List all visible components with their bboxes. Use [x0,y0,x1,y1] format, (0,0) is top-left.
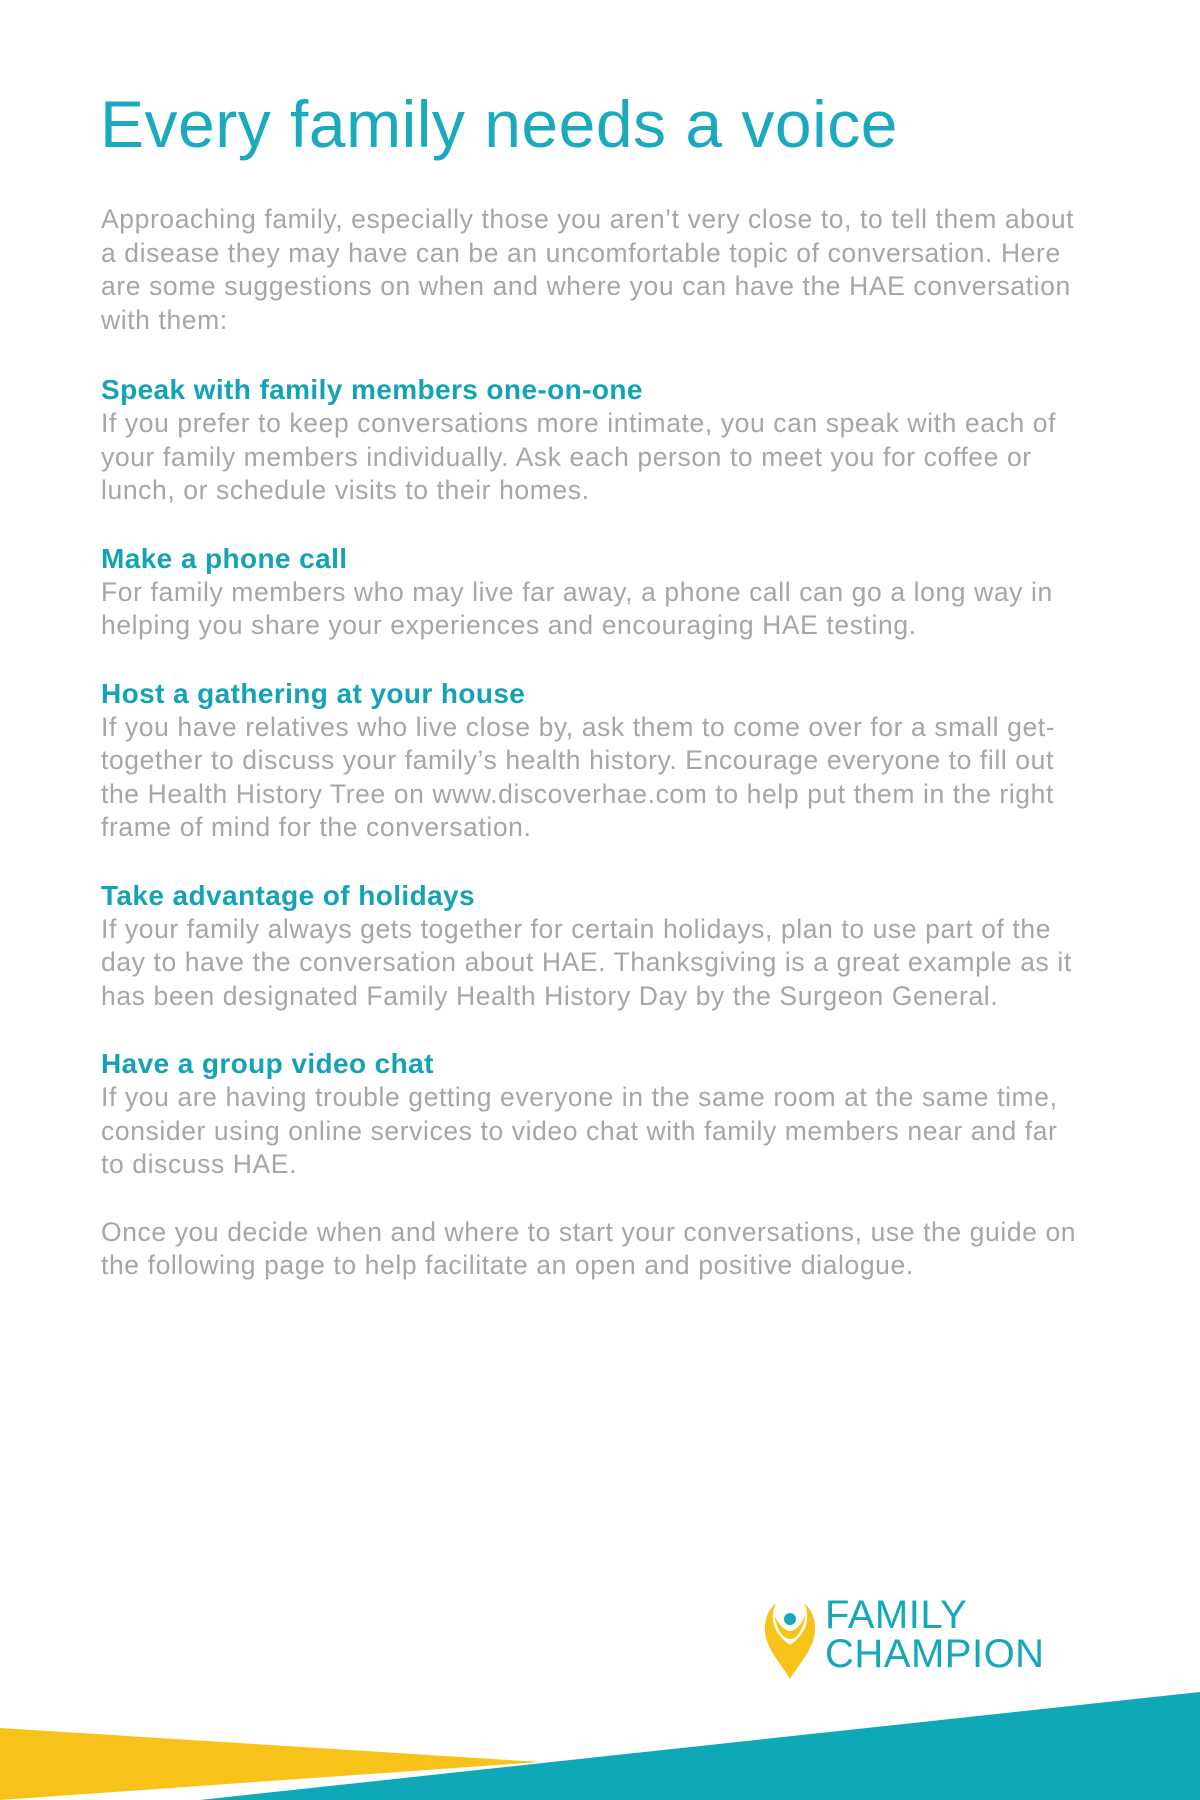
section-video-chat [101,1047,1081,1182]
section-heading: Speak with family members one-on-one [101,374,643,405]
closing-paragraph: Once you decide when and where to start your conversations, use the guide on the following page to help facilitate an open and positive dialogue. [101,1216,1077,1280]
content [101,203,1081,1283]
logo-line-champion: CHAMPION [825,1632,1045,1676]
decorative-footer-band [0,1680,1200,1800]
section-body: If you are having trouble getting everyone in the same room at the same time, consider using online services to video chat with family members near and far to discuss HAE. [101,1082,1058,1179]
section-body: For family members who may live far away, a phone call can go a long way in helping you share your experiences and encouraging HAE testing. [101,576,1053,640]
location-pin-person-icon [760,1593,820,1681]
section-body: If you prefer to keep conversations more intimate, you can speak with each of your family members individually. Ask each person to meet you for coffee or lunch, or schedule visits to their homes. [101,408,1057,505]
section-body: If you have relatives who live close by, ask them to come over for a small get-together to discuss your family’s health history. Encourage everyone to fill out the Health History Tree on www.discoverhae.com to help put them in the right frame of mind for the conversation. [101,711,1056,842]
intro-paragraph: Approaching family, especially those you aren’t very close to, to tell them about a disease they may have can be an uncomfortable topic of conversation. Here are some suggestions on when and where you can have the HAE conversation with them: [101,204,1075,335]
footer-teal-wedge [200,1692,1200,1800]
section-gathering [101,677,1081,845]
section-heading: Host a gathering at your house [101,677,526,709]
section-heading: Make a phone call [101,542,348,574]
section-heading: Have a group video chat [101,1048,434,1079]
logo-line-family: FAMILY [825,1593,968,1637]
section-heading: Take advantage of holidays [101,879,475,911]
family-champion-logo [760,1593,1080,1683]
page-title: Every family needs a voice [100,87,899,161]
section-holidays [101,879,1081,1014]
section-body: If your family always gets together for certain holidays, plan to use part of the day to have the conversation about HAE. Thanksgiving is a great example as it has been designated Family Health History Day by the Surgeon General. [101,913,1072,1011]
section-phone-call [101,542,1081,643]
section-one-on-one [101,373,1081,508]
logo-wordmark [825,1593,1045,1676]
